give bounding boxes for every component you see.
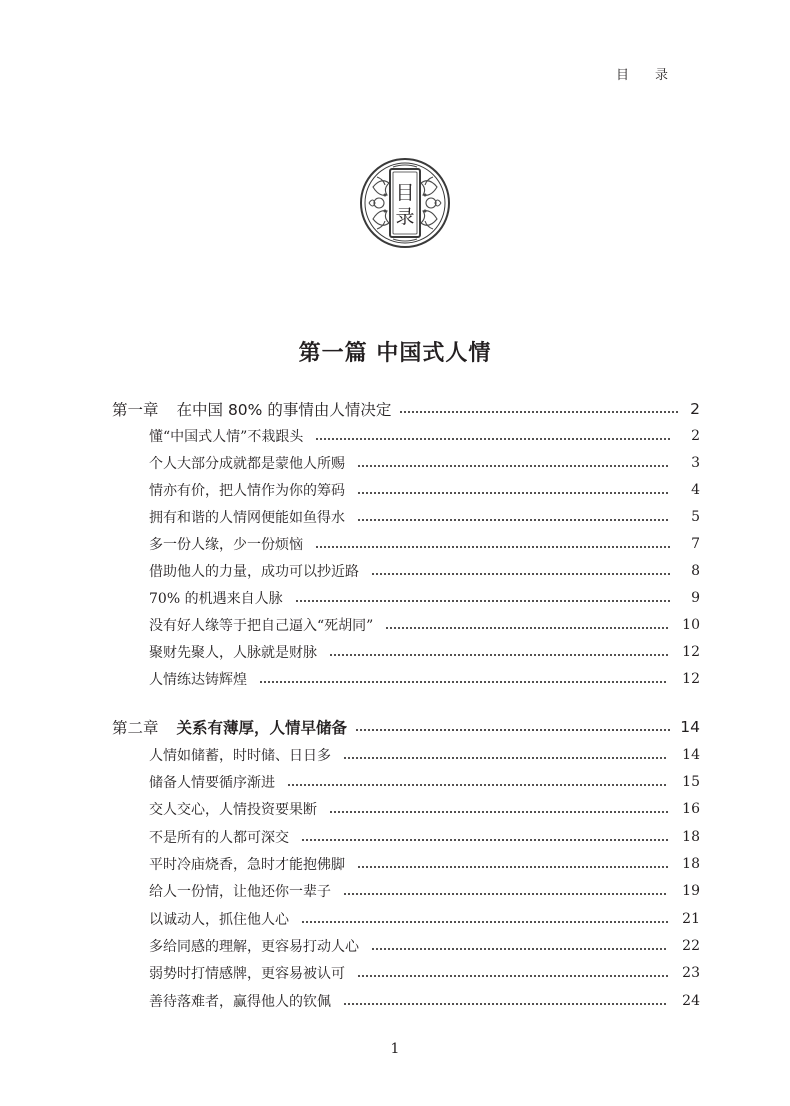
page-number: 23	[682, 965, 700, 981]
entry-title: 没有好人缘等于把自己逼入“死胡同”	[149, 618, 374, 634]
toc-entry[interactable]	[149, 559, 700, 583]
entry-title: 弱势时打情感牌，更容易被认可	[149, 966, 345, 982]
toc-entry[interactable]	[149, 934, 700, 958]
entry-title: 储备人情要循序渐进	[149, 775, 275, 791]
toc-entry[interactable]	[149, 825, 700, 849]
page-folio: 1	[390, 1041, 400, 1057]
entry-title: 借助他人的力量，成功可以抄近路	[149, 564, 359, 580]
entry-title: 不是所有的人都可深交	[149, 830, 289, 846]
dot-leader	[301, 839, 668, 841]
toc-entry[interactable]	[149, 907, 700, 931]
entry-title: 人情练达铸辉煌	[149, 672, 247, 688]
toc-entry[interactable]	[149, 667, 700, 691]
entry-title: 多一份人缘，少一份烦恼	[149, 537, 303, 553]
toc-entry[interactable]	[149, 961, 700, 985]
dot-leader	[343, 757, 668, 759]
emblem-char-top: 目	[395, 182, 415, 204]
dot-leader	[385, 627, 668, 629]
entry-title: 拥有和谐的人情网便能如鱼得水	[149, 510, 345, 526]
chapter-title: 关系有薄厚，人情早储备	[176, 719, 348, 737]
page-number: 8	[691, 563, 700, 579]
toc-entry[interactable]	[149, 989, 700, 1013]
dot-leader	[371, 573, 670, 575]
dot-leader	[357, 519, 670, 521]
dot-leader	[357, 975, 668, 977]
toc-entry[interactable]	[149, 451, 700, 475]
page-number: 2	[690, 400, 700, 418]
toc-entry[interactable]	[149, 640, 700, 664]
toc-entry[interactable]	[149, 852, 700, 876]
page-number: 15	[682, 774, 700, 790]
page-number: 9	[691, 590, 700, 606]
toc-entry[interactable]	[149, 613, 700, 637]
page-number: 10	[682, 617, 700, 633]
emblem-char-bottom: 录	[395, 206, 415, 228]
page-number: 7	[691, 536, 700, 552]
entry-title: 70% 的机遇来自人脉	[149, 591, 283, 607]
toc-entry[interactable]	[149, 478, 700, 502]
toc-entry[interactable]	[149, 770, 700, 794]
page-number: 24	[682, 993, 700, 1009]
entry-title: 善待落难者，赢得他人的钦佩	[149, 994, 331, 1010]
entry-title: 交人交心，人情投资要果断	[149, 802, 317, 818]
page-number: 4	[691, 482, 700, 498]
entry-title: 人情如储蓄，时时储、日日多	[149, 748, 331, 764]
running-head: 目录	[615, 68, 694, 83]
chapter-label: 第一章	[112, 401, 159, 419]
page-number: 5	[691, 509, 700, 525]
dot-leader	[295, 600, 670, 602]
page-number: 21	[682, 911, 700, 927]
entry-title: 个人大部分成就都是蒙他人所赐	[149, 456, 345, 472]
dot-leader	[371, 948, 668, 950]
toc-entry[interactable]	[149, 505, 700, 529]
dot-leader	[315, 438, 670, 440]
page-number: 22	[682, 938, 700, 954]
page-number: 18	[682, 829, 700, 845]
page-number: 16	[682, 801, 700, 817]
dot-leader	[343, 1003, 668, 1005]
toc-entry[interactable]	[149, 879, 700, 903]
entry-title: 平时冷庙烧香，急时才能抱佛脚	[149, 857, 345, 873]
toc-entry[interactable]	[149, 424, 700, 448]
page-number: 14	[682, 747, 700, 763]
dot-leader	[329, 654, 668, 656]
chapter-label: 第二章	[112, 719, 159, 737]
page-number: 2	[691, 428, 700, 444]
part-title: 第一篇 中国式人情	[298, 341, 492, 366]
dot-leader	[329, 811, 668, 813]
entry-title: 情亦有价，把人情作为你的筹码	[149, 483, 345, 499]
page-number: 14	[680, 718, 700, 736]
toc-entry[interactable]	[149, 797, 700, 821]
entry-title: 多给同感的理解，更容易打动人心	[149, 939, 359, 955]
dot-leader	[357, 866, 668, 868]
page-number: 3	[691, 455, 700, 471]
entry-title: 给人一份情，让他还你一辈子	[149, 884, 331, 900]
toc-emblem-icon	[359, 157, 451, 249]
entry-title: 懂“中国式人情”不栽跟头	[149, 429, 304, 445]
dot-leader	[357, 492, 670, 494]
toc-entry[interactable]	[149, 743, 700, 767]
chapter-title: 在中国 80% 的事情由人情决定	[176, 401, 392, 419]
page-number: 19	[682, 883, 700, 899]
dot-leader	[259, 681, 668, 683]
dot-leader	[343, 893, 668, 895]
dot-leader	[355, 729, 672, 731]
entry-title: 以诚动人，抓住他人心	[149, 912, 289, 928]
entry-title: 聚财先聚人，人脉就是财脉	[149, 645, 317, 661]
toc-chapter-1[interactable]	[112, 397, 700, 421]
toc-chapter-2[interactable]	[112, 715, 700, 739]
dot-leader	[315, 546, 670, 548]
page-number: 12	[682, 671, 700, 687]
dot-leader	[287, 784, 668, 786]
toc-entry[interactable]	[149, 532, 700, 556]
page-number: 18	[682, 856, 700, 872]
toc-entry[interactable]	[149, 586, 700, 610]
dot-leader	[399, 411, 678, 413]
dot-leader	[357, 465, 670, 467]
page-number: 12	[682, 644, 700, 660]
dot-leader	[301, 921, 668, 923]
